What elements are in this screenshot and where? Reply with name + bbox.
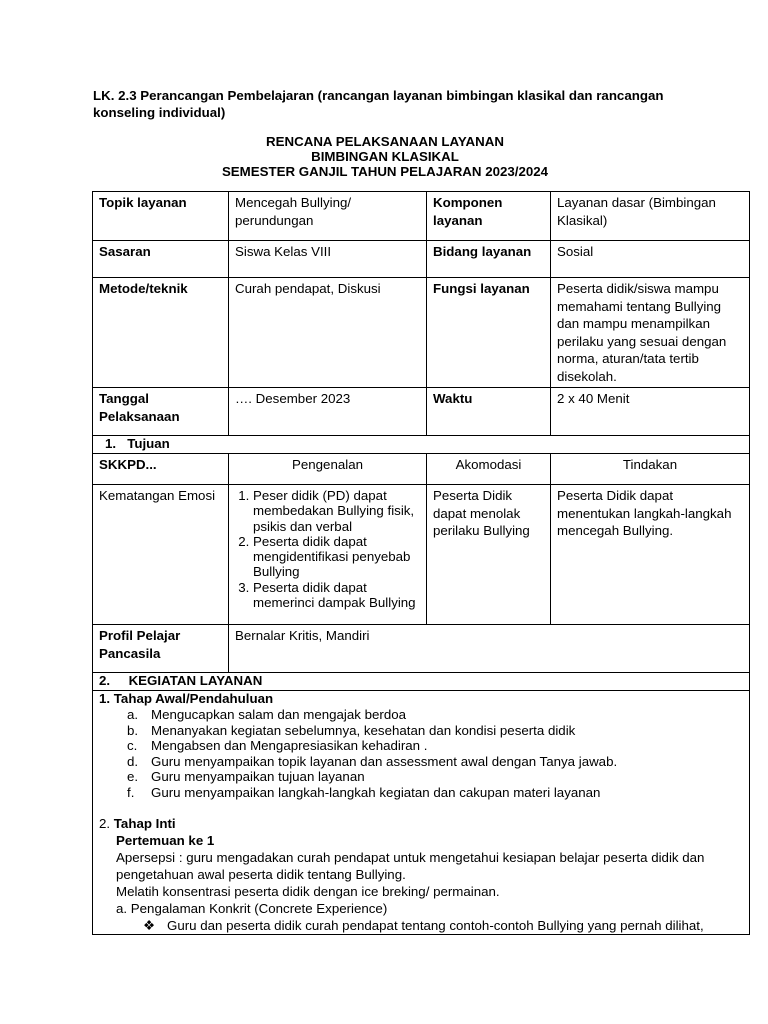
tanggal-label: Tanggal Pelaksanaan xyxy=(93,388,229,436)
tahap-awal-item xyxy=(127,723,743,739)
tahap-inti-number: 2. xyxy=(99,815,111,831)
waktu-value: 2 x 40 Menit xyxy=(551,388,750,436)
tahap-awal-item xyxy=(127,707,743,723)
bidang-label: Bidang layanan xyxy=(427,241,551,278)
item-letter: a. xyxy=(127,707,139,722)
kegiatan-number: 2. xyxy=(99,673,111,688)
item-text: Guru menyampaikan tujuan layanan xyxy=(151,769,365,785)
topik-label: Topik layanan xyxy=(93,192,229,241)
kegiatan-body xyxy=(93,691,750,935)
bidang-value: Sosial xyxy=(551,241,750,278)
kegiatan-section-header xyxy=(93,673,750,691)
tujuan-number: 1. xyxy=(105,436,117,451)
item-letter: f. xyxy=(127,784,135,800)
item-text: Mengucapkan salam dan mengajak berdoa xyxy=(151,707,407,722)
tahap-awal-item xyxy=(127,754,743,770)
tahap-awal-item xyxy=(127,738,743,754)
komponen-label: Komponen layanan xyxy=(427,192,551,241)
col-header-tindakan: Tindakan xyxy=(551,454,750,485)
tahap-awal-list xyxy=(99,707,743,801)
tujuan-section-header xyxy=(93,436,750,454)
topik-value: Mencegah Bullying/ perundungan xyxy=(229,192,427,241)
metode-label: Metode/teknik xyxy=(93,278,229,388)
pertemuan-label: Pertemuan ke 1 xyxy=(116,832,215,848)
item-text: Guru menyampaikan langkah-langkah kegiatan dan cakupan materi layanan xyxy=(151,784,601,800)
item-letter: d. xyxy=(127,753,139,769)
pengenalan-item: 3. Peserta didik dapat memerinci dampak Bullying xyxy=(253,580,420,611)
pengenalan-cell xyxy=(229,485,427,625)
col-header-skkpd: SKKPD... xyxy=(93,454,229,485)
lk-title: LK. 2.3 Perancangan Pembelajaran (rancangan layanan bimbingan klasikal dan rancangan konseling individual) xyxy=(93,88,664,120)
tahap-awal-item xyxy=(127,785,743,801)
tahap-awal-item xyxy=(127,769,743,785)
bullet-row xyxy=(99,917,743,934)
fungsi-value: Peserta didik/siswa mampu memahami tentang Bullying dan mampu menampilkan perilaku yang sesuai dengan norma, aturan/tata tertib disekolah. xyxy=(551,278,750,388)
tindakan-value: Peserta Didik dapat menentukan langkah-langkah mencegah Bullying. xyxy=(551,485,750,625)
pengenalan-item: 1. Peser didik (PD) dapat membedakan Bullying fisik, psikis dan verbal xyxy=(253,488,420,534)
tanggal-value: …. Desember 2023 xyxy=(229,388,427,436)
skkpd-value: Kematangan Emosi xyxy=(93,485,229,625)
tahap-inti-heading xyxy=(99,815,743,832)
doc-heading-line-1: RENCANA PELAKSANAAN LAYANAN xyxy=(266,134,504,149)
diamond-bullet-icon: ❖ xyxy=(143,917,155,933)
pengenalan-item: 2. Peserta didik dapat mengidentifikasi penyebab Bullying xyxy=(253,534,420,580)
col-header-akomodasi: Akomodasi xyxy=(427,454,551,485)
fungsi-label: Fungsi layanan xyxy=(427,278,551,388)
tahap-awal-title: Tahap Awal/Pendahuluan xyxy=(113,691,274,706)
melatih-text: Melatih konsentrasi peserta didik dengan ice breking/ permainan. xyxy=(116,883,500,899)
doc-heading-line-2: BIMBINGAN KLASIKAL xyxy=(311,149,459,164)
metode-value: Curah pendapat, Diskusi xyxy=(229,278,427,388)
komponen-value: Layanan dasar (Bimbingan Klasikal) xyxy=(551,192,750,241)
item-text: Mengabsen dan Mengapresiasikan kehadiran . xyxy=(151,738,428,754)
kegiatan-label: KEGIATAN LAYANAN xyxy=(128,673,263,688)
akomodasi-value: Peserta Didik dapat menolak perilaku Bullying xyxy=(427,485,551,625)
profil-value: Bernalar Kritis, Mandiri xyxy=(229,625,750,673)
item-text: Menanyakan kegiatan sebelumnya, kesehatan dan kondisi peserta didik xyxy=(151,722,576,738)
profil-label: Profil Pelajar Pancasila xyxy=(93,625,229,673)
doc-heading-line-3: SEMESTER GANJIL TAHUN PELAJARAN 2023/2024 xyxy=(221,164,549,179)
apersepsi-text: Apersepsi : guru mengadakan curah pendapat untuk mengetahui kesiapan belajar peserta didik dan pengetahuan awal peserta didik tentang Bullying. xyxy=(116,849,705,882)
waktu-label: Waktu xyxy=(427,388,551,436)
tahap-awal-number: 1. xyxy=(99,691,111,706)
tahap-inti-title: Tahap Inti xyxy=(113,815,176,831)
pengenalan-list xyxy=(235,488,420,610)
tahap-awal-heading xyxy=(99,691,743,707)
item-letter: e. xyxy=(127,769,139,785)
sasaran-value: Siswa Kelas VIII xyxy=(229,241,427,278)
col-header-pengenalan: Pengenalan xyxy=(229,454,427,485)
rpl-table xyxy=(92,191,750,935)
bullet-text: Guru dan peserta didik curah pendapat tentang contoh-contoh Bullying yang pernah dilihat, xyxy=(167,917,704,933)
item-letter: c. xyxy=(127,738,138,754)
sasaran-label: Sasaran xyxy=(93,241,229,278)
item-letter: b. xyxy=(127,722,139,738)
tujuan-label: Tujuan xyxy=(127,436,170,451)
item-text: Guru menyampaikan topik layanan dan assessment awal dengan Tanya jawab. xyxy=(151,753,618,769)
pengalaman-konkrit-label: a. Pengalaman Konkrit (Concrete Experience) xyxy=(116,900,388,916)
